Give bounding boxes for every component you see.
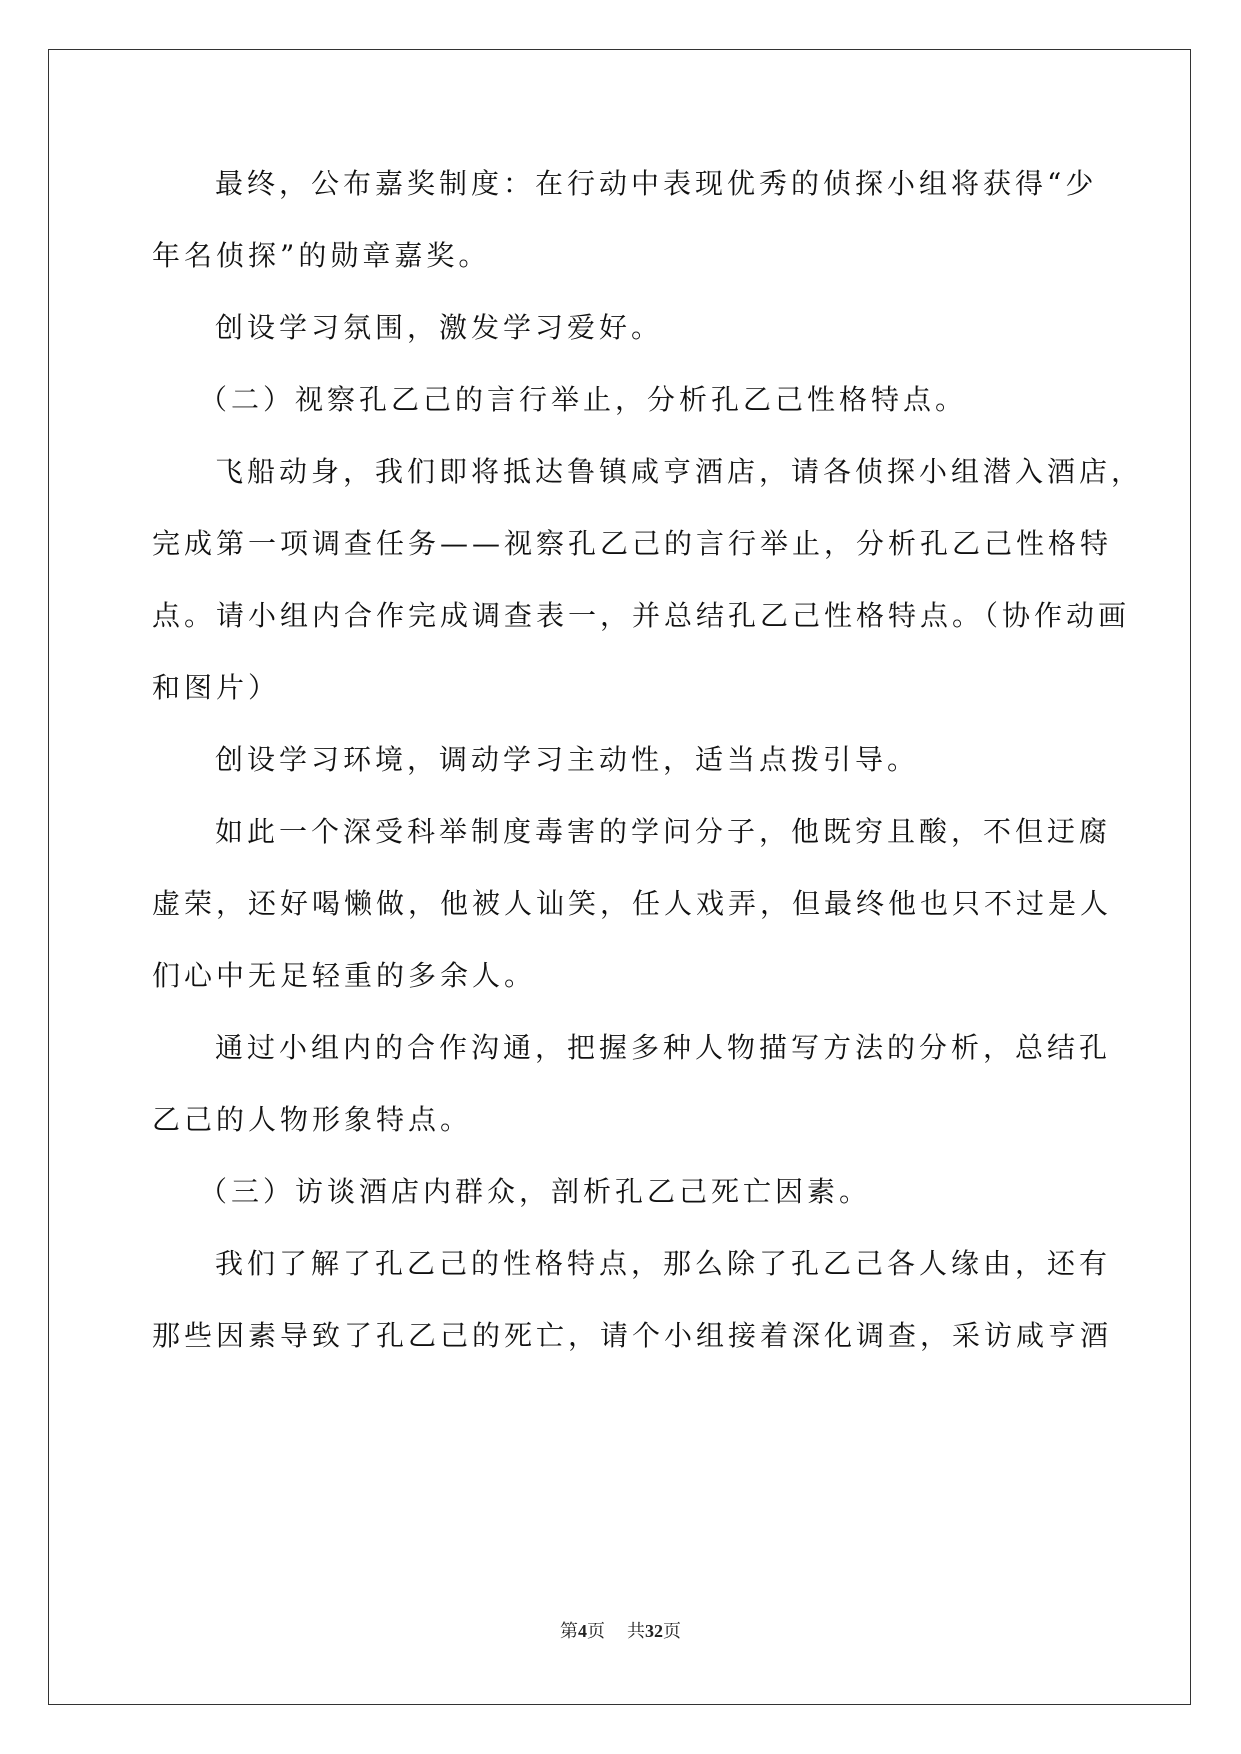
total-pages: 32: [645, 1621, 663, 1641]
paragraph-line: 年名侦探”的勋章嘉奖。: [152, 239, 491, 272]
page-prefix: 第: [560, 1621, 578, 1641]
total-prefix: 共: [627, 1621, 645, 1641]
paragraph-line: 点。请小组内合作完成调查表一，并总结孔乙己性格特点。（协作动画: [152, 599, 1131, 632]
paragraph-line: 虚荣，还好喝懒做，他被人讪笑，任人戏弄，但最终他也只不过是人: [152, 887, 1113, 920]
paragraph-line: 飞船动身，我们即将抵达鲁镇咸亨酒店，请各侦探小组潜入酒店，: [215, 455, 1144, 488]
section-heading: （二）视察孔乙己的言行举止，分析孔乙己性格特点。: [199, 383, 968, 416]
page-footer: [0, 1617, 1241, 1643]
paragraph-line: 通过小组内的合作沟通，把握多种人物描写方法的分析，总结孔: [215, 1031, 1112, 1064]
page-number: 4: [578, 1621, 587, 1641]
page-suffix: 页: [587, 1621, 605, 1641]
paragraph-line: 我们了解了孔乙己的性格特点，那么除了孔乙己各人缘由，还有: [215, 1247, 1112, 1280]
paragraph-line: 们心中无足轻重的多余人。: [152, 959, 537, 992]
paragraph-line: 如此一个深受科举制度毒害的学问分子，他既穷且酸，不但迂腐: [215, 815, 1112, 848]
paragraph-line: 乙己的人物形象特点。: [152, 1103, 473, 1136]
paragraph-line: 创设学习氛围，激发学习爱好。: [215, 311, 664, 344]
paragraph-line: 完成第一项调查任务——视察孔乙己的言行举止，分析孔乙己性格特: [152, 527, 1113, 560]
paragraph-line: 那些因素导致了孔乙己的死亡，请个小组接着深化调查，采访咸亨酒: [152, 1319, 1113, 1352]
section-heading: （三）访谈酒店内群众，剖析孔乙己死亡因素。: [199, 1175, 872, 1208]
total-suffix: 页: [663, 1621, 681, 1641]
paragraph-line: 和图片）: [152, 671, 281, 704]
paragraph-line: 创设学习环境，调动学习主动性，适当点拨引导。: [215, 743, 920, 776]
paragraph-line: 最终，公布嘉奖制度：在行动中表现优秀的侦探小组将获得“少: [215, 167, 1098, 200]
page-border: [48, 49, 1191, 1705]
